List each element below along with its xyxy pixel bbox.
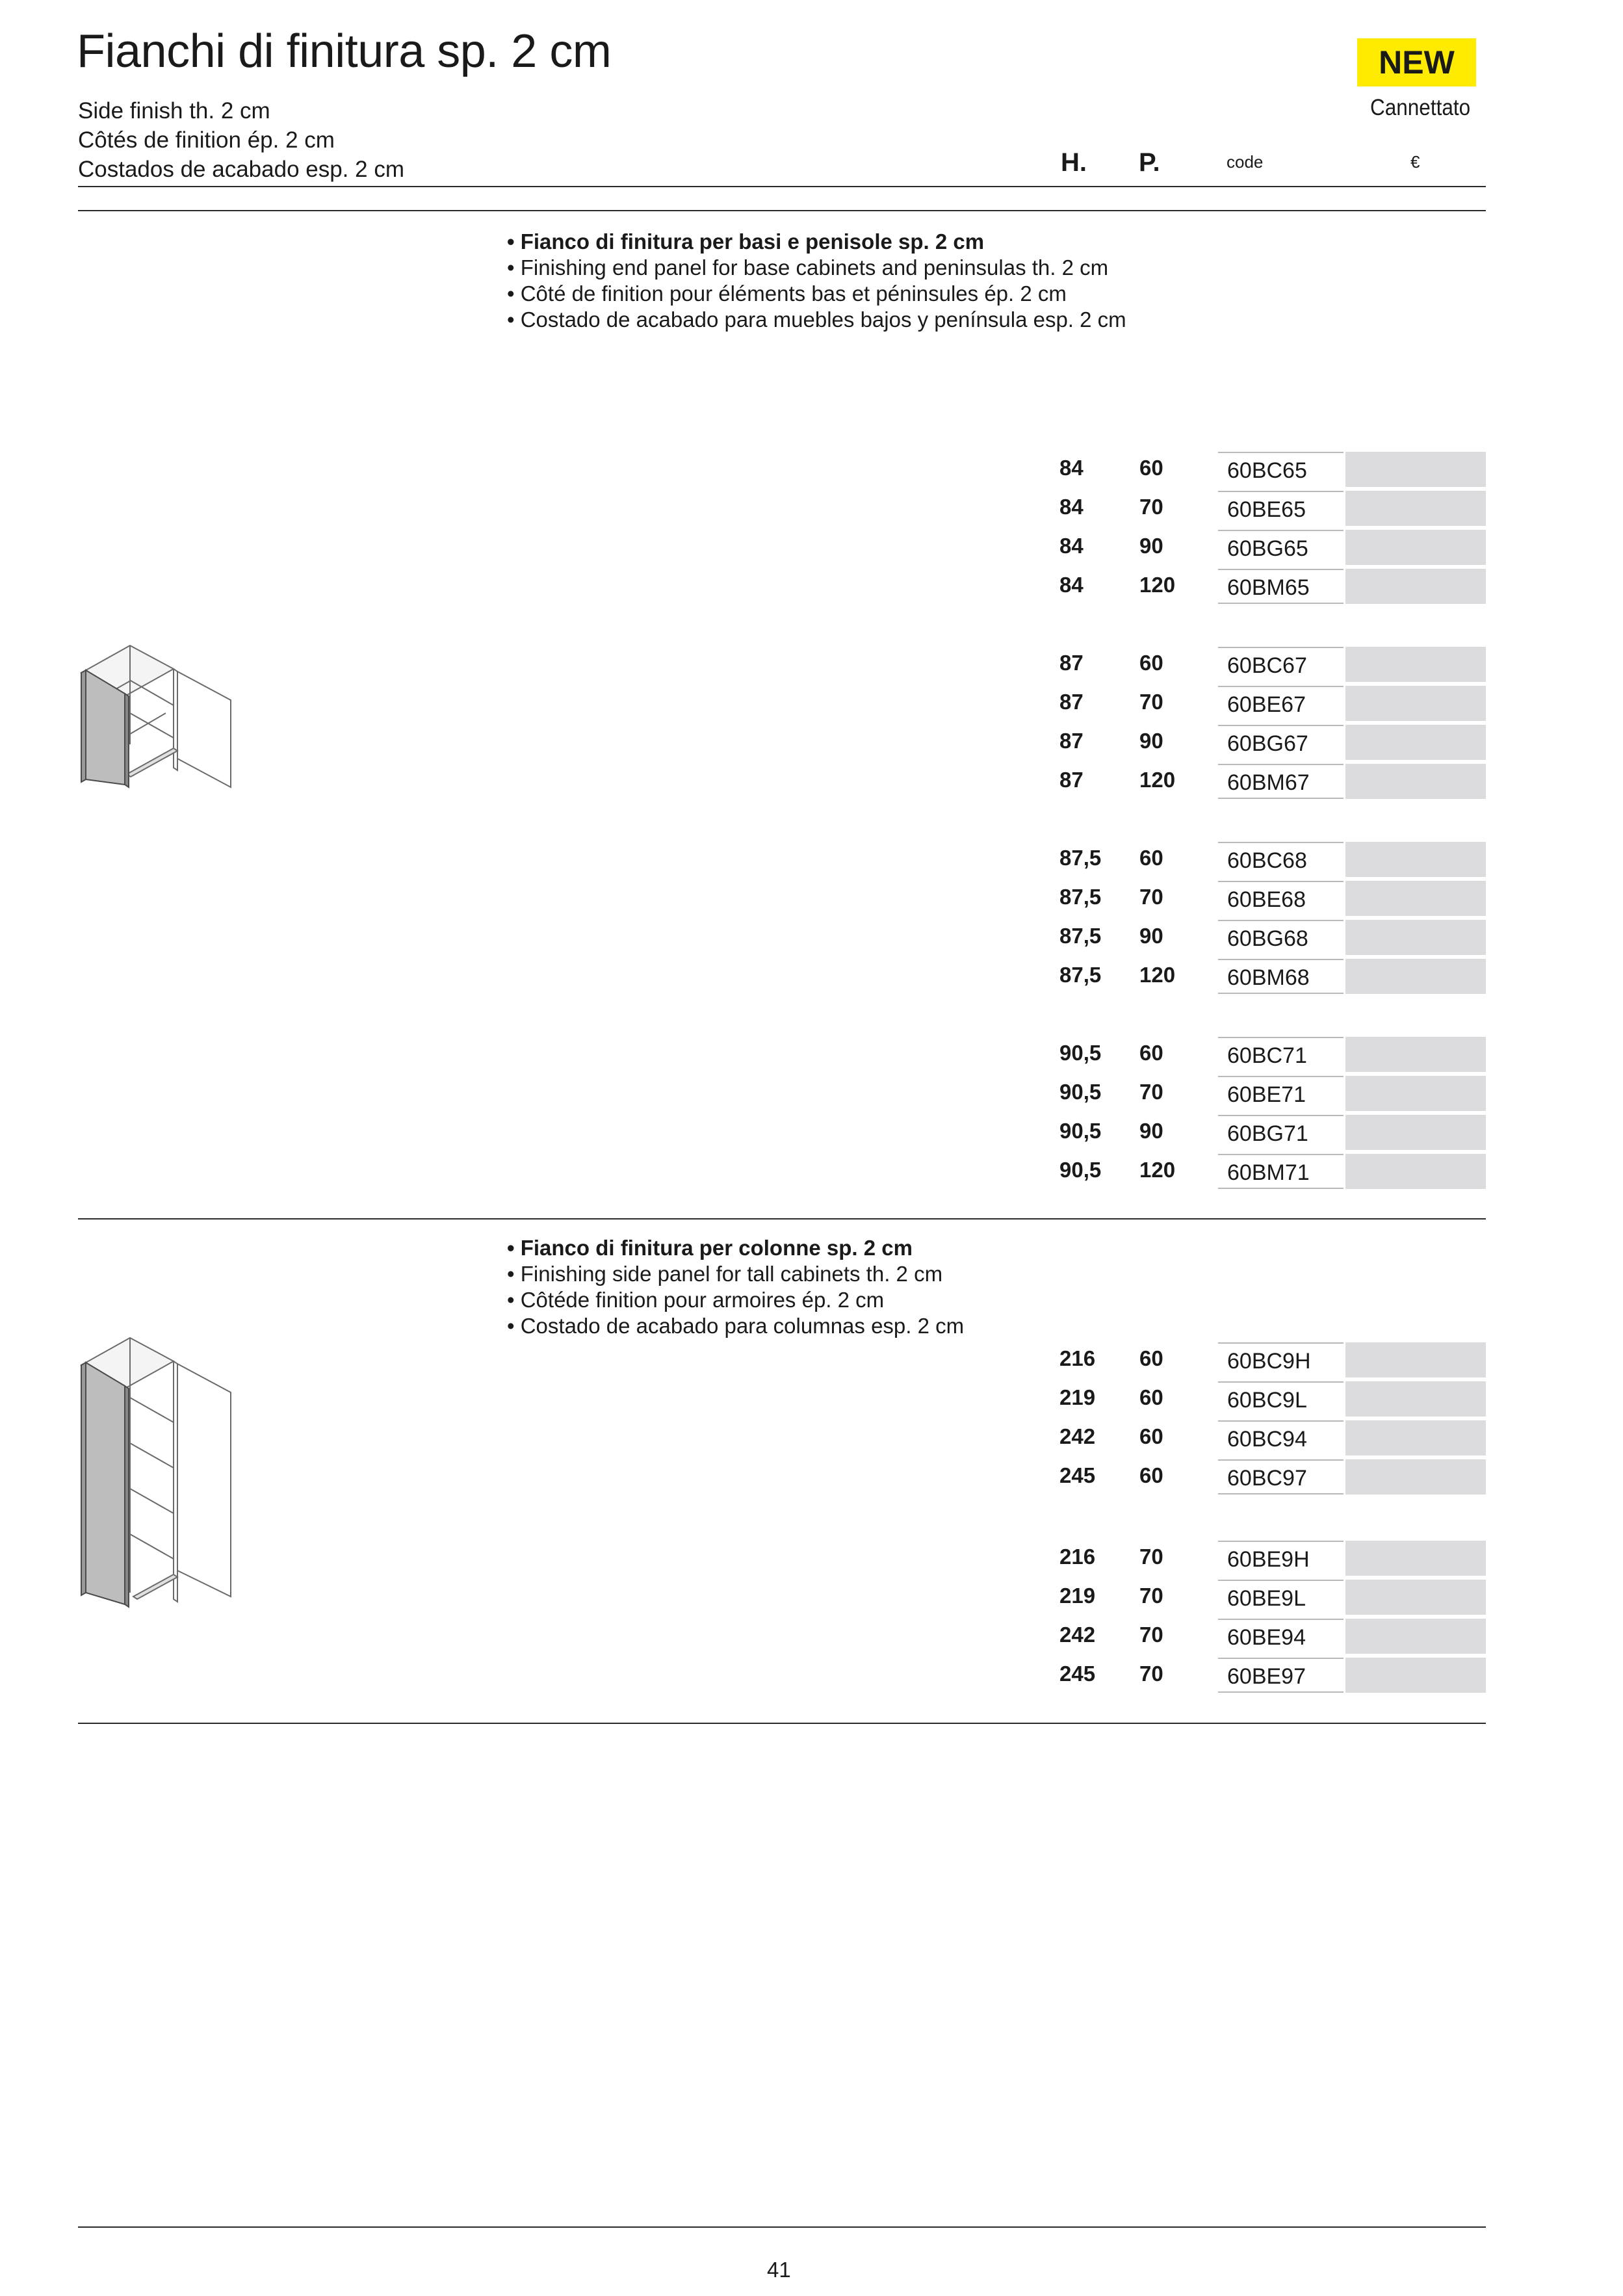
column-header-price: € xyxy=(1410,152,1420,172)
price-cell xyxy=(1345,452,1486,487)
product-code: 60BC97 xyxy=(1218,1459,1344,1494)
table-row xyxy=(1059,1037,1486,1073)
depth-value: 90 xyxy=(1139,1119,1163,1143)
price-cell xyxy=(1345,764,1486,799)
price-cell xyxy=(1345,725,1486,760)
price-cell xyxy=(1345,959,1486,994)
section-1-desc-fr: • Côté de finition pour éléments bas et péninsules ép. 2 cm xyxy=(507,281,1067,306)
section-2-description xyxy=(507,1235,964,1339)
height-value: 216 xyxy=(1059,1545,1096,1569)
table-row xyxy=(1059,569,1486,605)
depth-value: 120 xyxy=(1139,963,1176,987)
table-row xyxy=(1059,1154,1486,1190)
price-cell xyxy=(1345,920,1486,955)
height-value: 87,5 xyxy=(1059,963,1102,987)
section-divider-bottom xyxy=(78,1723,1486,1724)
section-divider-middle xyxy=(78,1218,1486,1220)
price-cell xyxy=(1345,1154,1486,1189)
column-header-p: P. xyxy=(1139,148,1160,177)
table-row xyxy=(1059,1381,1486,1418)
product-code: 60BC71 xyxy=(1218,1037,1344,1072)
depth-value: 90 xyxy=(1139,729,1163,753)
depth-value: 70 xyxy=(1139,495,1163,519)
product-code: 60BE68 xyxy=(1218,881,1344,916)
price-cell xyxy=(1345,491,1486,526)
height-value: 84 xyxy=(1059,534,1084,558)
price-cell xyxy=(1345,569,1486,604)
depth-value: 70 xyxy=(1139,1080,1163,1104)
product-code: 60BM68 xyxy=(1218,959,1344,994)
height-value: 87 xyxy=(1059,690,1084,714)
table-row xyxy=(1059,881,1486,917)
depth-value: 60 xyxy=(1139,651,1163,675)
depth-value: 70 xyxy=(1139,690,1163,714)
product-code: 60BG68 xyxy=(1218,920,1344,955)
price-cell xyxy=(1345,1115,1486,1150)
table-row xyxy=(1059,1076,1486,1112)
footer-divider xyxy=(78,2226,1486,2228)
section-2-desc-es: • Costado de acabado para columnas esp. 2 cm xyxy=(507,1314,965,1338)
product-code: 60BE94 xyxy=(1218,1619,1344,1654)
height-value: 90,5 xyxy=(1059,1158,1102,1182)
base-cabinet-illustration xyxy=(75,640,237,790)
height-value: 90,5 xyxy=(1059,1080,1102,1104)
product-code: 60BM71 xyxy=(1218,1154,1344,1189)
table-row xyxy=(1059,725,1486,761)
section-divider-top xyxy=(78,210,1486,211)
height-value: 219 xyxy=(1059,1584,1096,1608)
product-code: 60BE9H xyxy=(1218,1541,1344,1576)
table-row xyxy=(1059,1420,1486,1457)
price-cell xyxy=(1345,1580,1486,1615)
table-row xyxy=(1059,491,1486,527)
product-code: 60BE9L xyxy=(1218,1580,1344,1615)
column-header-h: H. xyxy=(1061,148,1087,177)
tall-cabinet-illustration xyxy=(75,1333,237,1612)
depth-value: 70 xyxy=(1139,1662,1163,1686)
depth-value: 60 xyxy=(1139,1424,1163,1448)
price-cell xyxy=(1345,881,1486,916)
new-badge: NEW xyxy=(1357,38,1476,86)
product-code: 60BC9L xyxy=(1218,1381,1344,1416)
price-cell xyxy=(1345,1541,1486,1576)
table-row xyxy=(1059,1541,1486,1577)
product-code: 60BC94 xyxy=(1218,1420,1344,1455)
section-1-desc-en: • Finishing end panel for base cabinets and peninsulas th. 2 cm xyxy=(507,255,1109,280)
depth-value: 120 xyxy=(1139,573,1176,597)
price-cell xyxy=(1345,1076,1486,1111)
product-code: 60BG67 xyxy=(1218,725,1344,760)
product-code: 60BE65 xyxy=(1218,491,1344,526)
section-1-description xyxy=(507,229,1126,333)
height-value: 219 xyxy=(1059,1385,1096,1409)
depth-value: 70 xyxy=(1139,1545,1163,1569)
height-value: 87,5 xyxy=(1059,885,1102,909)
depth-value: 60 xyxy=(1139,456,1163,480)
product-code: 60BC65 xyxy=(1218,452,1344,487)
height-value: 245 xyxy=(1059,1662,1096,1686)
price-cell xyxy=(1345,842,1486,877)
price-cell xyxy=(1345,1420,1486,1455)
subtitle-es: Costados de acabado esp. 2 cm xyxy=(78,157,404,182)
table-row xyxy=(1059,1459,1486,1496)
product-code: 60BC67 xyxy=(1218,647,1344,682)
price-cell xyxy=(1345,647,1486,682)
price-cell xyxy=(1345,686,1486,721)
height-value: 84 xyxy=(1059,456,1084,480)
table-row xyxy=(1059,686,1486,722)
page-number: 41 xyxy=(767,2258,791,2282)
depth-value: 60 xyxy=(1139,1346,1163,1370)
table-row xyxy=(1059,1619,1486,1655)
table-row xyxy=(1059,764,1486,800)
table-row xyxy=(1059,959,1486,995)
product-code: 60BM65 xyxy=(1218,569,1344,604)
price-cell xyxy=(1345,1619,1486,1654)
height-value: 87 xyxy=(1059,768,1084,792)
header-divider xyxy=(78,186,1486,187)
height-value: 245 xyxy=(1059,1463,1096,1487)
height-value: 216 xyxy=(1059,1346,1096,1370)
product-code: 60BG65 xyxy=(1218,530,1344,565)
height-value: 242 xyxy=(1059,1424,1096,1448)
finish-name: Cannettato xyxy=(1370,95,1471,120)
depth-value: 60 xyxy=(1139,1385,1163,1409)
column-header-code: code xyxy=(1227,152,1264,172)
height-value: 90,5 xyxy=(1059,1041,1102,1065)
product-code: 60BC68 xyxy=(1218,842,1344,877)
height-value: 90,5 xyxy=(1059,1119,1102,1143)
depth-value: 120 xyxy=(1139,1158,1176,1182)
price-cell xyxy=(1345,1037,1486,1072)
depth-value: 120 xyxy=(1139,768,1176,792)
depth-value: 90 xyxy=(1139,924,1163,948)
product-code: 60BM67 xyxy=(1218,764,1344,799)
depth-value: 70 xyxy=(1139,1584,1163,1608)
product-code: 60BE67 xyxy=(1218,686,1344,721)
product-code: 60BC9H xyxy=(1218,1342,1344,1377)
height-value: 87 xyxy=(1059,651,1084,675)
price-cell xyxy=(1345,1381,1486,1416)
product-code: 60BE71 xyxy=(1218,1076,1344,1111)
table-row xyxy=(1059,842,1486,878)
table-row xyxy=(1059,920,1486,956)
height-value: 87,5 xyxy=(1059,846,1102,870)
table-row xyxy=(1059,647,1486,683)
depth-value: 60 xyxy=(1139,846,1163,870)
page-title: Fianchi di finitura sp. 2 cm xyxy=(77,25,612,77)
section-2-desc-en: • Finishing side panel for tall cabinets th. 2 cm xyxy=(507,1262,943,1286)
product-code: 60BG71 xyxy=(1218,1115,1344,1150)
section-2-title: • Fianco di finitura per colonne sp. 2 cm xyxy=(507,1236,913,1260)
depth-value: 70 xyxy=(1139,1623,1163,1647)
section-2-desc-fr: • Côtéde finition pour armoires ép. 2 cm xyxy=(507,1288,885,1312)
section-1-title: • Fianco di finitura per basi e penisole sp. 2 cm xyxy=(507,229,985,254)
depth-value: 70 xyxy=(1139,885,1163,909)
table-row xyxy=(1059,1115,1486,1151)
price-cell xyxy=(1345,1459,1486,1494)
product-code: 60BE97 xyxy=(1218,1658,1344,1693)
price-cell xyxy=(1345,530,1486,565)
subtitle-fr: Côtés de finition ép. 2 cm xyxy=(78,127,335,153)
height-value: 84 xyxy=(1059,495,1084,519)
height-value: 84 xyxy=(1059,573,1084,597)
table-row xyxy=(1059,452,1486,488)
height-value: 242 xyxy=(1059,1623,1096,1647)
table-row xyxy=(1059,1342,1486,1379)
depth-value: 60 xyxy=(1139,1041,1163,1065)
subtitle-en: Side finish th. 2 cm xyxy=(78,98,270,124)
price-cell xyxy=(1345,1658,1486,1693)
height-value: 87 xyxy=(1059,729,1084,753)
price-cell xyxy=(1345,1342,1486,1377)
table-row xyxy=(1059,1658,1486,1694)
depth-value: 60 xyxy=(1139,1463,1163,1487)
table-row xyxy=(1059,530,1486,566)
section-1-desc-es: • Costado de acabado para muebles bajos y península esp. 2 cm xyxy=(507,307,1126,332)
depth-value: 90 xyxy=(1139,534,1163,558)
height-value: 87,5 xyxy=(1059,924,1102,948)
table-row xyxy=(1059,1580,1486,1616)
